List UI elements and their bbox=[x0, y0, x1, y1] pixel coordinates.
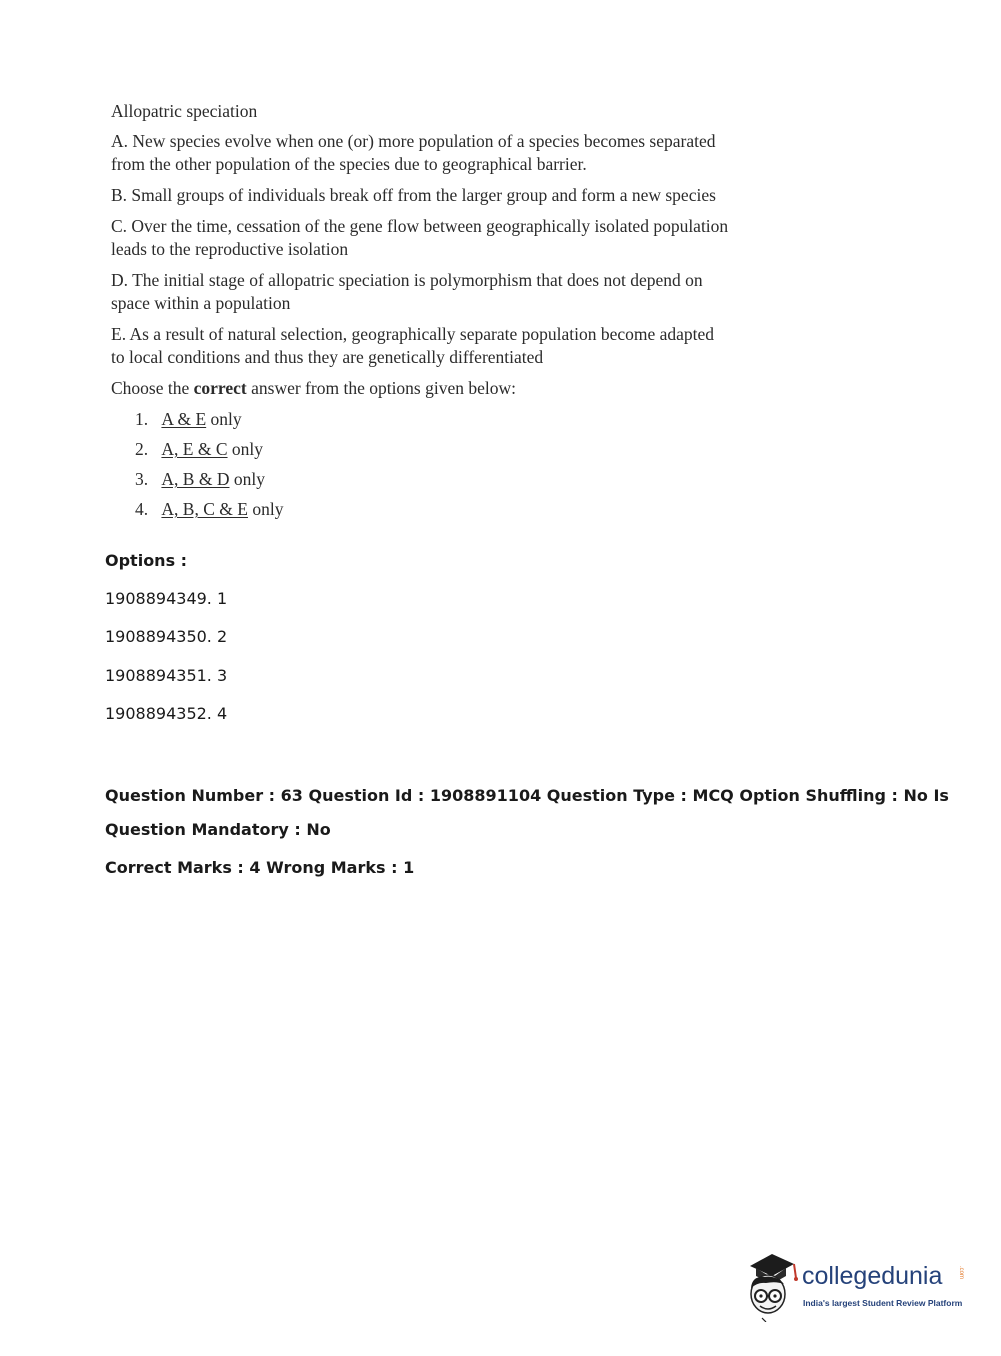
answer-number: 3. bbox=[135, 469, 149, 489]
choose-bold: correct bbox=[193, 378, 247, 398]
choose-pre: Choose the bbox=[111, 378, 190, 398]
choose-instruction bbox=[111, 377, 731, 400]
answer-combo: A, B, C & E bbox=[161, 499, 248, 519]
marks-line: Correct Marks : 4 Wrong Marks : 1 bbox=[105, 858, 415, 877]
choose-post: answer from the options given below: bbox=[251, 378, 517, 398]
question-meta-line2: Question Mandatory : No bbox=[105, 820, 331, 839]
brand-tagline: India's largest Student Review Platform bbox=[803, 1298, 963, 1308]
answer-suffix: only bbox=[233, 469, 265, 489]
answer-combo: A, E & C bbox=[161, 439, 228, 459]
answer-list bbox=[111, 408, 731, 521]
collegedunia-logo bbox=[742, 1250, 972, 1322]
answer-suffix: only bbox=[231, 439, 264, 459]
answer-number: 4. bbox=[135, 499, 149, 519]
answer-number: 2. bbox=[135, 439, 149, 459]
statement-d: D. The initial stage of allopatric speciation is polymorphism that does not depend on space within a population bbox=[111, 270, 703, 313]
option-item: 1908894351. 3 bbox=[105, 666, 228, 685]
statement-c: C. Over the time, cessation of the gene flow between geographically isolated population leads to the reproductive isolation bbox=[111, 216, 729, 259]
statement-a: A. New species evolve when one (or) more population of a species becomes separated from the other population of the species due to geographical barrier. bbox=[111, 131, 716, 174]
answer-item bbox=[135, 408, 731, 431]
brand-dotcom: .com bbox=[958, 1266, 964, 1280]
answer-number: 1. bbox=[135, 409, 149, 429]
question-meta-line1: Question Number : 63 Question Id : 1908891104 Question Type : MCQ Option Shuffling : No Is bbox=[105, 786, 949, 805]
option-item: 1908894352. 4 bbox=[105, 704, 228, 723]
answer-item bbox=[135, 438, 731, 461]
question-title: Allopatric speciation bbox=[111, 101, 258, 121]
option-item: 1908894349. 1 bbox=[105, 589, 228, 608]
options-heading: Options : bbox=[105, 551, 188, 570]
answer-combo: A, B & D bbox=[161, 469, 230, 489]
answer-combo: A & E bbox=[161, 409, 207, 429]
brand-name: collegedunia bbox=[802, 1262, 943, 1290]
answer-suffix: only bbox=[210, 409, 242, 429]
question-image bbox=[111, 100, 731, 528]
statement-b: B. Small groups of individuals break off from the larger group and form a new species bbox=[111, 185, 716, 205]
answer-item bbox=[135, 468, 731, 491]
mascot-icon bbox=[742, 1250, 800, 1322]
answer-item bbox=[135, 498, 731, 521]
answer-suffix: only bbox=[252, 499, 284, 519]
statement-e: E. As a result of natural selection, geographically separate population become adapted to local conditions and thus they are genetically differentiated bbox=[111, 324, 715, 367]
option-item: 1908894350. 2 bbox=[105, 627, 228, 646]
